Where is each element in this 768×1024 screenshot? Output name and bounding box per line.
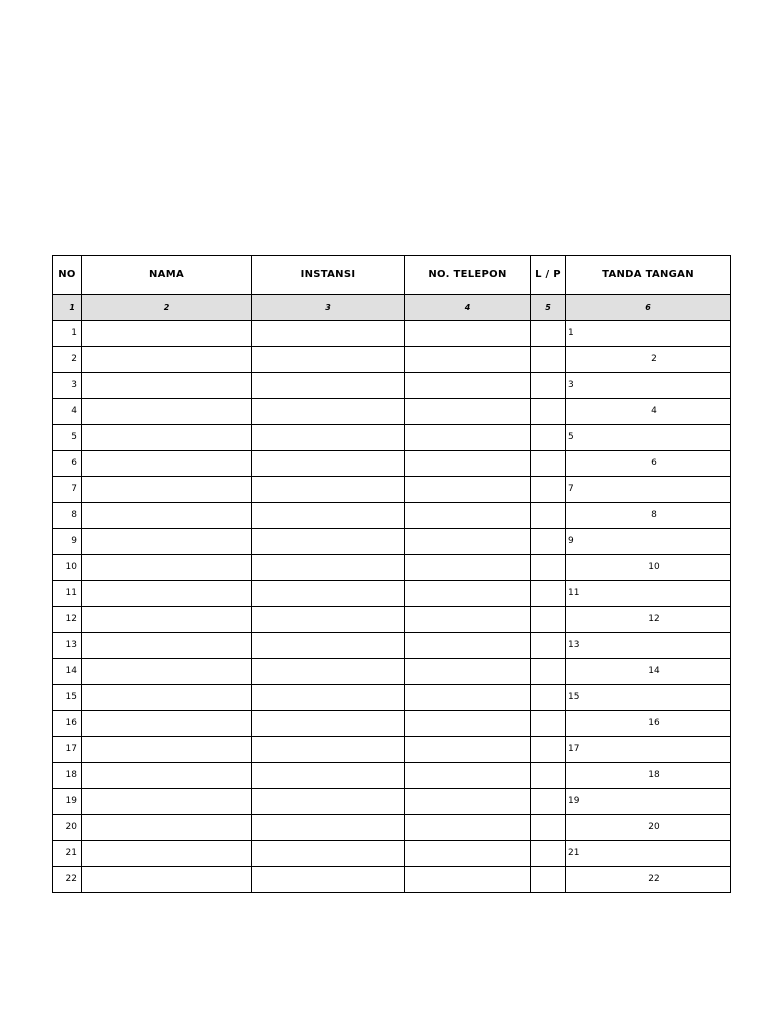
- row-number: 10: [53, 555, 82, 581]
- nama-cell[interactable]: [82, 503, 252, 529]
- row-number: 14: [53, 659, 82, 685]
- column-number: 4: [405, 295, 531, 321]
- instansi-cell[interactable]: [252, 763, 405, 789]
- row-number: 21: [53, 841, 82, 867]
- row-number: 11: [53, 581, 82, 607]
- table-row: [53, 425, 731, 451]
- instansi-cell[interactable]: [252, 685, 405, 711]
- lp-cell[interactable]: [531, 711, 566, 737]
- telepon-cell[interactable]: [405, 529, 531, 555]
- telepon-cell[interactable]: [405, 737, 531, 763]
- telepon-cell[interactable]: [405, 399, 531, 425]
- table-row: [53, 659, 731, 685]
- row-number: 13: [53, 633, 82, 659]
- table-row: [53, 711, 731, 737]
- row-number: 15: [53, 685, 82, 711]
- instansi-cell[interactable]: [252, 789, 405, 815]
- nama-cell[interactable]: [82, 789, 252, 815]
- header-tanda-tangan: TANDA TANGAN: [566, 256, 731, 295]
- nama-cell[interactable]: [82, 841, 252, 867]
- lp-cell[interactable]: [531, 555, 566, 581]
- nama-cell[interactable]: [82, 607, 252, 633]
- nama-cell[interactable]: [82, 529, 252, 555]
- table-row: [53, 867, 731, 893]
- lp-cell[interactable]: [531, 763, 566, 789]
- table-row: [53, 347, 731, 373]
- row-number: 7: [53, 477, 82, 503]
- lp-cell[interactable]: [531, 607, 566, 633]
- header-nama: NAMA: [82, 256, 252, 295]
- row-number: 1: [53, 321, 82, 347]
- signature-number: 11: [568, 588, 580, 598]
- lp-cell[interactable]: [531, 815, 566, 841]
- table-row: [53, 607, 731, 633]
- signature-cell[interactable]: [566, 347, 731, 373]
- telepon-cell[interactable]: [405, 581, 531, 607]
- nama-cell[interactable]: [82, 399, 252, 425]
- table-row: [53, 555, 731, 581]
- signature-cell[interactable]: [566, 555, 731, 581]
- table-row: [53, 789, 731, 815]
- signature-number: 21: [568, 848, 580, 858]
- row-number: 3: [53, 373, 82, 399]
- signature-number: 3: [568, 380, 574, 390]
- lp-cell[interactable]: [531, 841, 566, 867]
- instansi-cell[interactable]: [252, 841, 405, 867]
- lp-cell[interactable]: [531, 737, 566, 763]
- signature-number: 20: [648, 822, 660, 832]
- table-row: [53, 529, 731, 555]
- instansi-cell[interactable]: [252, 347, 405, 373]
- signature-cell[interactable]: [566, 815, 731, 841]
- nama-cell[interactable]: [82, 867, 252, 893]
- signature-cell[interactable]: [566, 841, 731, 867]
- nama-cell[interactable]: [82, 685, 252, 711]
- instansi-cell[interactable]: [252, 477, 405, 503]
- telepon-cell[interactable]: [405, 425, 531, 451]
- row-number: 8: [53, 503, 82, 529]
- table-row: [53, 321, 731, 347]
- signature-cell[interactable]: [566, 659, 731, 685]
- nama-cell[interactable]: [82, 737, 252, 763]
- signature-cell[interactable]: [566, 763, 731, 789]
- signature-cell[interactable]: [566, 451, 731, 477]
- signature-cell[interactable]: [566, 399, 731, 425]
- lp-cell[interactable]: [531, 373, 566, 399]
- table-row: [53, 815, 731, 841]
- signature-number: 19: [568, 796, 580, 806]
- instansi-cell[interactable]: [252, 607, 405, 633]
- telepon-cell[interactable]: [405, 477, 531, 503]
- lp-cell[interactable]: [531, 399, 566, 425]
- lp-cell[interactable]: [531, 451, 566, 477]
- signature-number: 14: [648, 666, 660, 676]
- nama-cell[interactable]: [82, 555, 252, 581]
- row-number: 5: [53, 425, 82, 451]
- instansi-cell[interactable]: [252, 711, 405, 737]
- telepon-cell[interactable]: [405, 867, 531, 893]
- nama-cell[interactable]: [82, 321, 252, 347]
- signature-number: 13: [568, 640, 580, 650]
- table-row: [53, 581, 731, 607]
- instansi-cell[interactable]: [252, 321, 405, 347]
- nama-cell[interactable]: [82, 373, 252, 399]
- row-number: 22: [53, 867, 82, 893]
- column-number-row: [53, 295, 731, 321]
- header-instansi: INSTANSI: [252, 256, 405, 295]
- header-no: NO: [53, 256, 82, 295]
- signature-number: 8: [651, 510, 657, 520]
- signature-cell[interactable]: [566, 633, 731, 659]
- signature-number: 15: [568, 692, 580, 702]
- lp-cell[interactable]: [531, 321, 566, 347]
- table-row: [53, 763, 731, 789]
- signature-cell[interactable]: [566, 373, 731, 399]
- instansi-cell[interactable]: [252, 633, 405, 659]
- instansi-cell[interactable]: [252, 503, 405, 529]
- signature-cell[interactable]: [566, 737, 731, 763]
- nama-cell[interactable]: [82, 633, 252, 659]
- column-number: 2: [82, 295, 252, 321]
- instansi-cell[interactable]: [252, 659, 405, 685]
- signature-number: 18: [648, 770, 660, 780]
- instansi-cell[interactable]: [252, 529, 405, 555]
- column-number: 5: [531, 295, 566, 321]
- signature-cell[interactable]: [566, 425, 731, 451]
- instansi-cell[interactable]: [252, 425, 405, 451]
- signature-number: 5: [568, 432, 574, 442]
- telepon-cell[interactable]: [405, 347, 531, 373]
- telepon-cell[interactable]: [405, 685, 531, 711]
- nama-cell[interactable]: [82, 425, 252, 451]
- table-row: [53, 373, 731, 399]
- table-row: [53, 737, 731, 763]
- row-number: 16: [53, 711, 82, 737]
- row-number: 6: [53, 451, 82, 477]
- row-number: 4: [53, 399, 82, 425]
- signature-cell[interactable]: [566, 711, 731, 737]
- nama-cell[interactable]: [82, 711, 252, 737]
- signature-number: 7: [568, 484, 574, 494]
- signature-cell[interactable]: [566, 607, 731, 633]
- telepon-cell[interactable]: [405, 711, 531, 737]
- nama-cell[interactable]: [82, 451, 252, 477]
- header-telepon: NO. TELEPON: [405, 256, 531, 295]
- signature-cell[interactable]: [566, 477, 731, 503]
- signature-number: 12: [648, 614, 660, 624]
- column-number: 3: [252, 295, 405, 321]
- telepon-cell[interactable]: [405, 555, 531, 581]
- column-number: 6: [566, 295, 731, 321]
- telepon-cell[interactable]: [405, 451, 531, 477]
- signature-cell[interactable]: [566, 685, 731, 711]
- nama-cell[interactable]: [82, 763, 252, 789]
- nama-cell[interactable]: [82, 659, 252, 685]
- signature-number: 17: [568, 744, 580, 754]
- nama-cell[interactable]: [82, 815, 252, 841]
- lp-cell[interactable]: [531, 867, 566, 893]
- signature-cell[interactable]: [566, 581, 731, 607]
- row-number: 9: [53, 529, 82, 555]
- table-row: [53, 685, 731, 711]
- instansi-cell[interactable]: [252, 737, 405, 763]
- telepon-cell[interactable]: [405, 633, 531, 659]
- lp-cell[interactable]: [531, 659, 566, 685]
- instansi-cell[interactable]: [252, 555, 405, 581]
- telepon-cell[interactable]: [405, 321, 531, 347]
- lp-cell[interactable]: [531, 789, 566, 815]
- telepon-cell[interactable]: [405, 815, 531, 841]
- signature-number: 6: [651, 458, 657, 468]
- signature-number: 9: [568, 536, 574, 546]
- table-row: [53, 399, 731, 425]
- telepon-cell[interactable]: [405, 763, 531, 789]
- row-number: 18: [53, 763, 82, 789]
- row-number: 12: [53, 607, 82, 633]
- signature-number: 16: [648, 718, 660, 728]
- signature-number: 2: [651, 354, 657, 364]
- row-number: 17: [53, 737, 82, 763]
- instansi-cell[interactable]: [252, 399, 405, 425]
- signature-cell[interactable]: [566, 529, 731, 555]
- signature-cell[interactable]: [566, 867, 731, 893]
- table-row: [53, 451, 731, 477]
- instansi-cell[interactable]: [252, 451, 405, 477]
- row-number: 19: [53, 789, 82, 815]
- lp-cell[interactable]: [531, 685, 566, 711]
- instansi-cell[interactable]: [252, 867, 405, 893]
- signature-cell[interactable]: [566, 789, 731, 815]
- lp-cell[interactable]: [531, 633, 566, 659]
- signature-number: 1: [568, 328, 574, 338]
- telepon-cell[interactable]: [405, 503, 531, 529]
- header-lp: L / P: [531, 256, 566, 295]
- table-row: [53, 503, 731, 529]
- table-row: [53, 633, 731, 659]
- signature-cell[interactable]: [566, 321, 731, 347]
- telepon-cell[interactable]: [405, 373, 531, 399]
- column-number: 1: [53, 295, 82, 321]
- nama-cell[interactable]: [82, 477, 252, 503]
- nama-cell[interactable]: [82, 347, 252, 373]
- telepon-cell[interactable]: [405, 659, 531, 685]
- lp-cell[interactable]: [531, 529, 566, 555]
- instansi-cell[interactable]: [252, 815, 405, 841]
- signature-number: 4: [651, 406, 657, 416]
- row-number: 2: [53, 347, 82, 373]
- row-number: 20: [53, 815, 82, 841]
- lp-cell[interactable]: [531, 477, 566, 503]
- telepon-cell[interactable]: [405, 607, 531, 633]
- instansi-cell[interactable]: [252, 581, 405, 607]
- lp-cell[interactable]: [531, 425, 566, 451]
- attendance-table: [52, 255, 731, 893]
- lp-cell[interactable]: [531, 503, 566, 529]
- signature-cell[interactable]: [566, 503, 731, 529]
- telepon-cell[interactable]: [405, 789, 531, 815]
- table-row: [53, 841, 731, 867]
- signature-number: 22: [648, 874, 660, 884]
- instansi-cell[interactable]: [252, 373, 405, 399]
- nama-cell[interactable]: [82, 581, 252, 607]
- signature-number: 10: [648, 562, 660, 572]
- lp-cell[interactable]: [531, 581, 566, 607]
- attendance-sheet: [52, 255, 731, 893]
- telepon-cell[interactable]: [405, 841, 531, 867]
- header-row: [53, 256, 731, 295]
- lp-cell[interactable]: [531, 347, 566, 373]
- table-row: [53, 477, 731, 503]
